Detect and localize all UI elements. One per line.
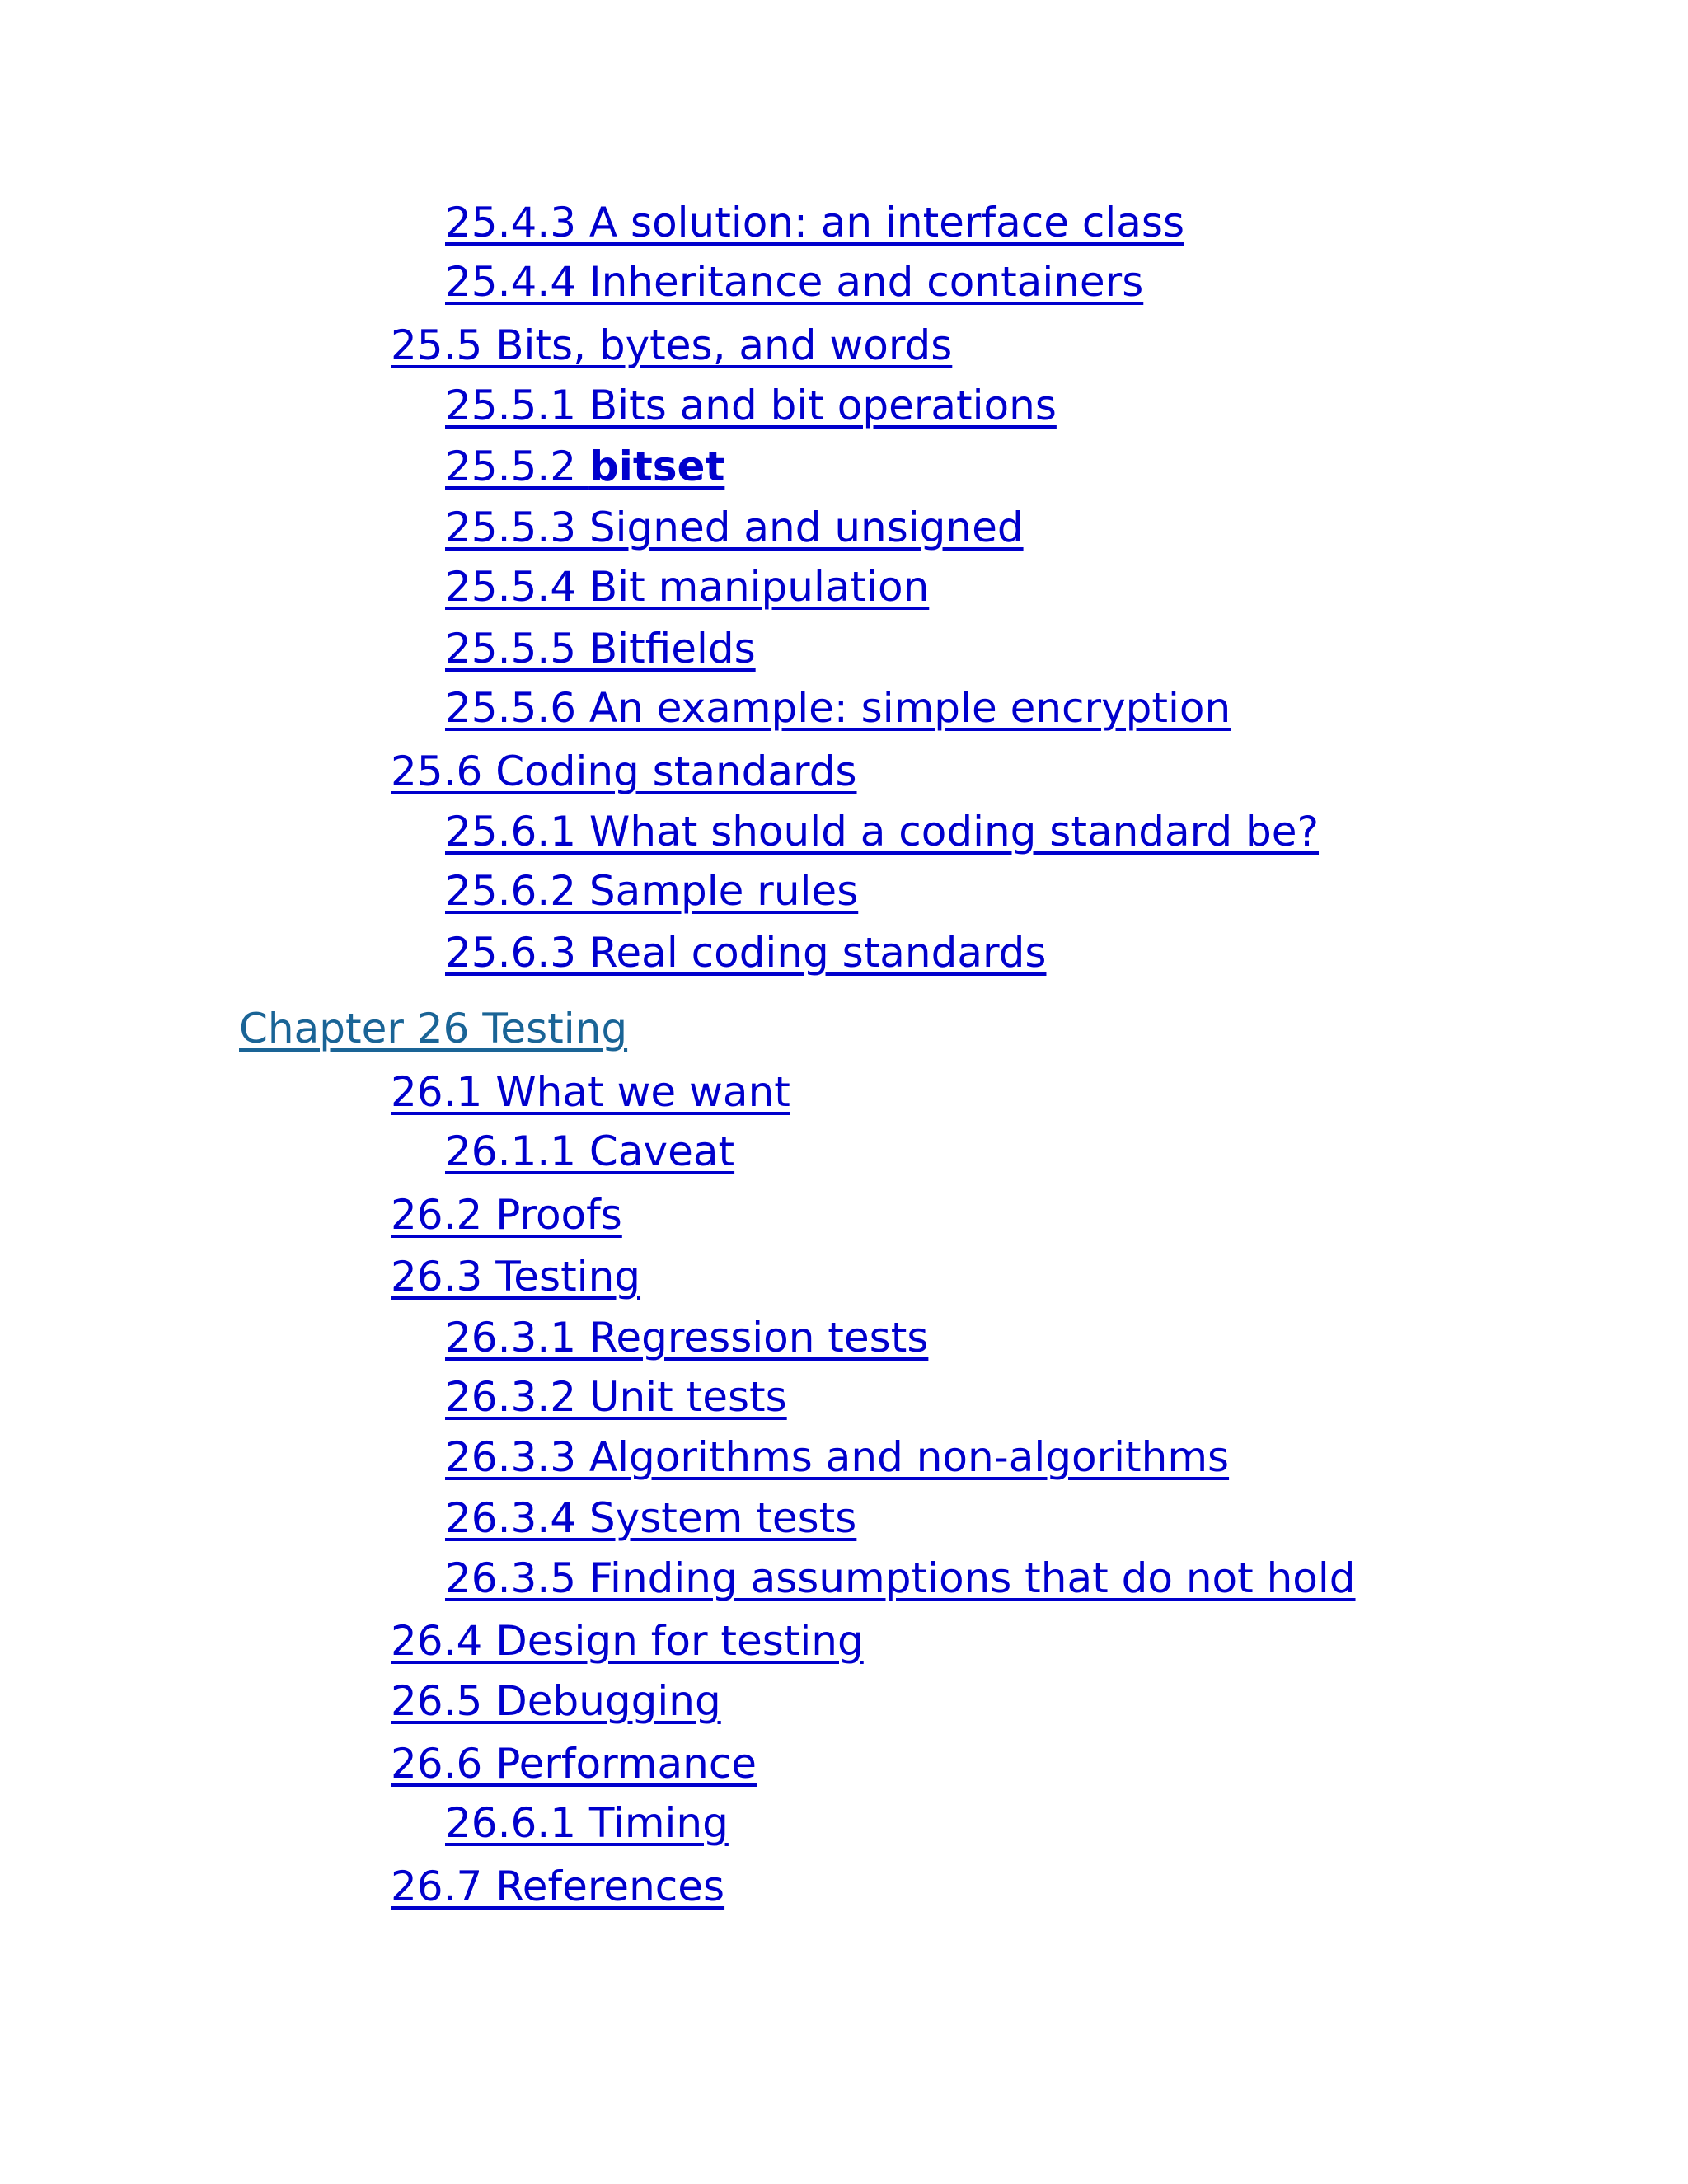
toc-link-26-7[interactable]: 26.7 References bbox=[391, 1863, 725, 1910]
toc-link-25-5-2[interactable] bbox=[445, 442, 724, 491]
toc-link-26-2[interactable]: 26.2 Proofs bbox=[391, 1191, 622, 1239]
toc-link-25-5[interactable]: 25.5 Bits, bytes, and words bbox=[391, 321, 953, 369]
toc-link-26-6[interactable]: 26.6 Performance bbox=[391, 1740, 757, 1788]
toc-link-26-3-5[interactable]: 26.3.5 Finding assumptions that do not hold bbox=[445, 1554, 1356, 1602]
toc-link-25-5-3[interactable]: 25.5.3 Signed and unsigned bbox=[445, 504, 1024, 551]
toc-link-25-6-1[interactable]: 25.6.1 What should a coding standard be? bbox=[445, 808, 1320, 855]
toc-link-25-6-2[interactable]: 25.6.2 Sample rules bbox=[445, 867, 859, 915]
toc-link-26-3-3[interactable]: 26.3.3 Algorithms and non-algorithms bbox=[445, 1433, 1230, 1481]
toc-link-bold-term: bitset bbox=[588, 443, 725, 490]
toc-link-25-5-4[interactable]: 25.5.4 Bit manipulation bbox=[445, 563, 930, 611]
toc-link-25-6-3[interactable]: 25.6.3 Real coding standards bbox=[445, 929, 1047, 977]
toc-link-25-5-1[interactable]: 25.5.1 Bits and bit operations bbox=[445, 382, 1057, 429]
toc-link-26-1[interactable]: 26.1 What we want bbox=[391, 1068, 790, 1116]
toc-link-25-4-4[interactable]: 25.4.4 Inheritance and containers bbox=[445, 258, 1144, 306]
toc-link-25-5-5[interactable]: 25.5.5 Bitfields bbox=[445, 625, 756, 673]
toc-link-26-3-2[interactable]: 26.3.2 Unit tests bbox=[445, 1373, 787, 1421]
toc-link-26-1-1[interactable]: 26.1.1 Caveat bbox=[445, 1127, 735, 1175]
toc-link-26-4[interactable]: 26.4 Design for testing bbox=[391, 1617, 864, 1665]
toc-link-chapter-26[interactable]: Chapter 26 Testing bbox=[239, 1005, 628, 1052]
toc-link-26-3[interactable]: 26.3 Testing bbox=[391, 1253, 641, 1301]
toc-link-26-6-1[interactable]: 26.6.1 Timing bbox=[445, 1799, 729, 1847]
toc-link-26-3-1[interactable]: 26.3.1 Regression tests bbox=[445, 1314, 929, 1361]
toc-link-25-4-3[interactable]: 25.4.3 A solution: an interface class bbox=[445, 199, 1184, 246]
toc-link-26-3-4[interactable]: 26.3.4 System tests bbox=[445, 1494, 857, 1542]
toc-link-25-6[interactable]: 25.6 Coding standards bbox=[391, 748, 857, 795]
toc-link-26-5[interactable]: 26.5 Debugging bbox=[391, 1677, 721, 1725]
toc-link-25-5-6[interactable]: 25.5.6 An example: simple encryption bbox=[445, 684, 1231, 732]
toc-link-number: 25.5.2 bbox=[445, 443, 589, 490]
